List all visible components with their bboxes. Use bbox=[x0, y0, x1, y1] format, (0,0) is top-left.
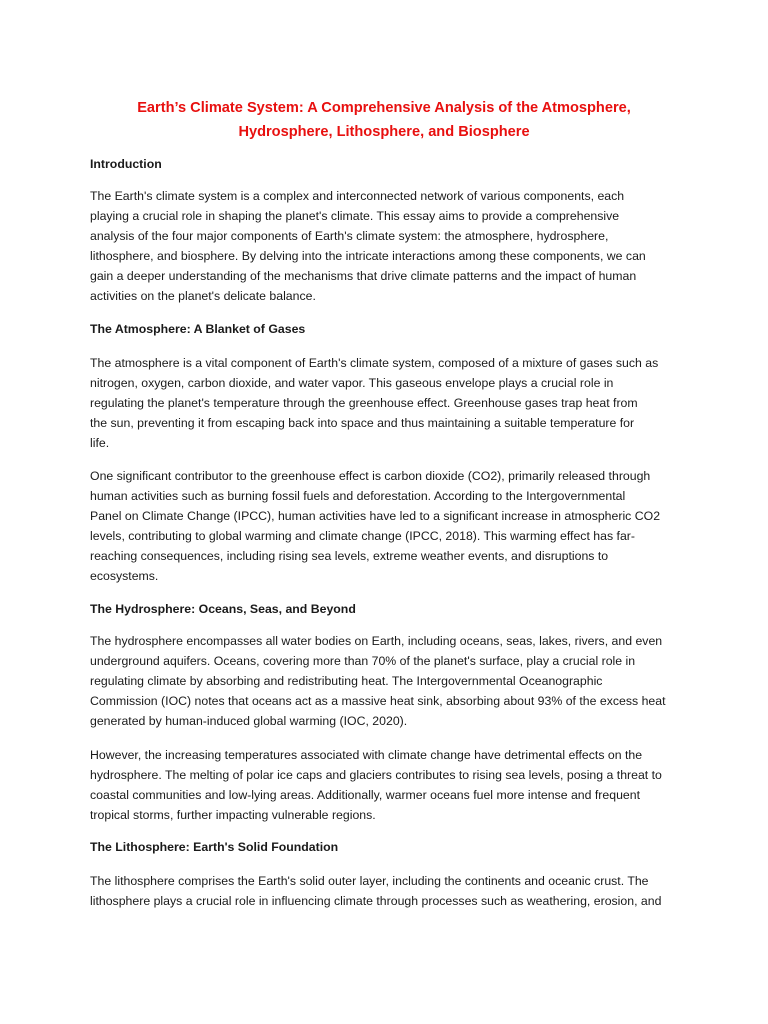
paragraph-atmosphere-2 bbox=[90, 466, 690, 587]
title-line: Earth’s Climate System: A Comprehensive Analysis of the Atmosphere, bbox=[137, 100, 631, 116]
document-title bbox=[90, 96, 678, 144]
text-line: ecosystems. bbox=[90, 569, 159, 584]
section-heading-hydrosphere: The Hydrosphere: Oceans, Seas, and Beyond bbox=[90, 602, 356, 616]
paragraph-lithosphere-1 bbox=[90, 871, 690, 911]
text-line: tropical storms, further impacting vulnerable regions. bbox=[90, 808, 376, 823]
section-heading-introduction: Introduction bbox=[90, 157, 162, 171]
text-line: coastal communities and low-lying areas. Additionally, warmer oceans fuel more intense and frequent bbox=[90, 788, 641, 803]
text-line: generated by human-induced global warming (IOC, 2020). bbox=[90, 714, 408, 729]
text-line: hydrosphere. The melting of polar ice caps and glaciers contributes to rising sea levels, posing a threat to bbox=[90, 768, 662, 783]
text-line: levels, contributing to global warming and climate change (IPCC, 2018). This warming effect has far- bbox=[90, 529, 635, 544]
text-line: Commission (IOC) notes that oceans act as a massive heat sink, absorbing about 93% of the excess heat bbox=[90, 694, 666, 709]
text-line: underground aquifers. Oceans, covering more than 70% of the planet's surface, play a crucial role in bbox=[90, 654, 636, 669]
text-line: gain a deeper understanding of the mechanisms that drive climate patterns and the impact of human bbox=[90, 269, 637, 284]
text-line: One significant contributor to the greenhouse effect is carbon dioxide (CO2), primarily released through bbox=[90, 469, 651, 483]
paragraph-hydrosphere-2 bbox=[90, 745, 690, 825]
text-line: regulating the planet's temperature through the greenhouse effect. Greenhouse gases trap heat from bbox=[90, 396, 638, 411]
paragraph-introduction bbox=[90, 186, 690, 307]
title-line: Hydrosphere, Lithosphere, and Biosphere bbox=[238, 124, 530, 140]
text-line: life. bbox=[90, 436, 110, 451]
text-line: human activities such as burning fossil fuels and deforestation. According to the Intergovernmental bbox=[90, 489, 626, 504]
text-line: The lithosphere comprises the Earth's solid outer layer, including the continents and oceanic crust. The bbox=[90, 874, 649, 888]
text-line: However, the increasing temperatures associated with climate change have detrimental effects on the bbox=[90, 748, 643, 762]
text-line: lithosphere, and biosphere. By delving into the intricate interactions among these components, we can bbox=[90, 249, 646, 264]
text-line: activities on the planet's delicate balance. bbox=[90, 289, 316, 304]
text-line: nitrogen, oxygen, carbon dioxide, and water vapor. This gaseous envelope plays a crucial role in bbox=[90, 376, 614, 391]
text-line: regulating climate by absorbing and redistributing heat. The Intergovernmental Oceanographic bbox=[90, 674, 603, 689]
text-line: analysis of the four major components of Earth's climate system: the atmosphere, hydrosphere, bbox=[90, 229, 609, 244]
text-line: lithosphere plays a crucial role in influencing climate through processes such as weathering, erosion, and bbox=[90, 894, 662, 909]
paragraph-hydrosphere-1 bbox=[90, 631, 690, 731]
text-line: Panel on Climate Change (IPCC), human activities have led to a significant increase in atmospheric CO2 bbox=[90, 509, 661, 524]
section-heading-lithosphere: The Lithosphere: Earth's Solid Foundation bbox=[90, 840, 339, 854]
text-line: The Earth's climate system is a complex and interconnected network of various components, each bbox=[90, 189, 625, 203]
text-line: The atmosphere is a vital component of Earth's climate system, composed of a mixture of gases such as bbox=[90, 356, 659, 370]
text-line: The hydrosphere encompasses all water bodies on Earth, including oceans, seas, lakes, rivers, and even bbox=[90, 634, 663, 648]
section-heading-atmosphere: The Atmosphere: A Blanket of Gases bbox=[90, 322, 306, 336]
text-line: playing a crucial role in shaping the planet's climate. This essay aims to provide a comprehensive bbox=[90, 209, 620, 224]
paragraph-atmosphere-1 bbox=[90, 353, 690, 453]
text-line: the sun, preventing it from escaping back into space and thus maintaining a suitable temperature for bbox=[90, 416, 635, 431]
text-line: reaching consequences, including rising sea levels, extreme weather events, and disruptions to bbox=[90, 549, 609, 564]
